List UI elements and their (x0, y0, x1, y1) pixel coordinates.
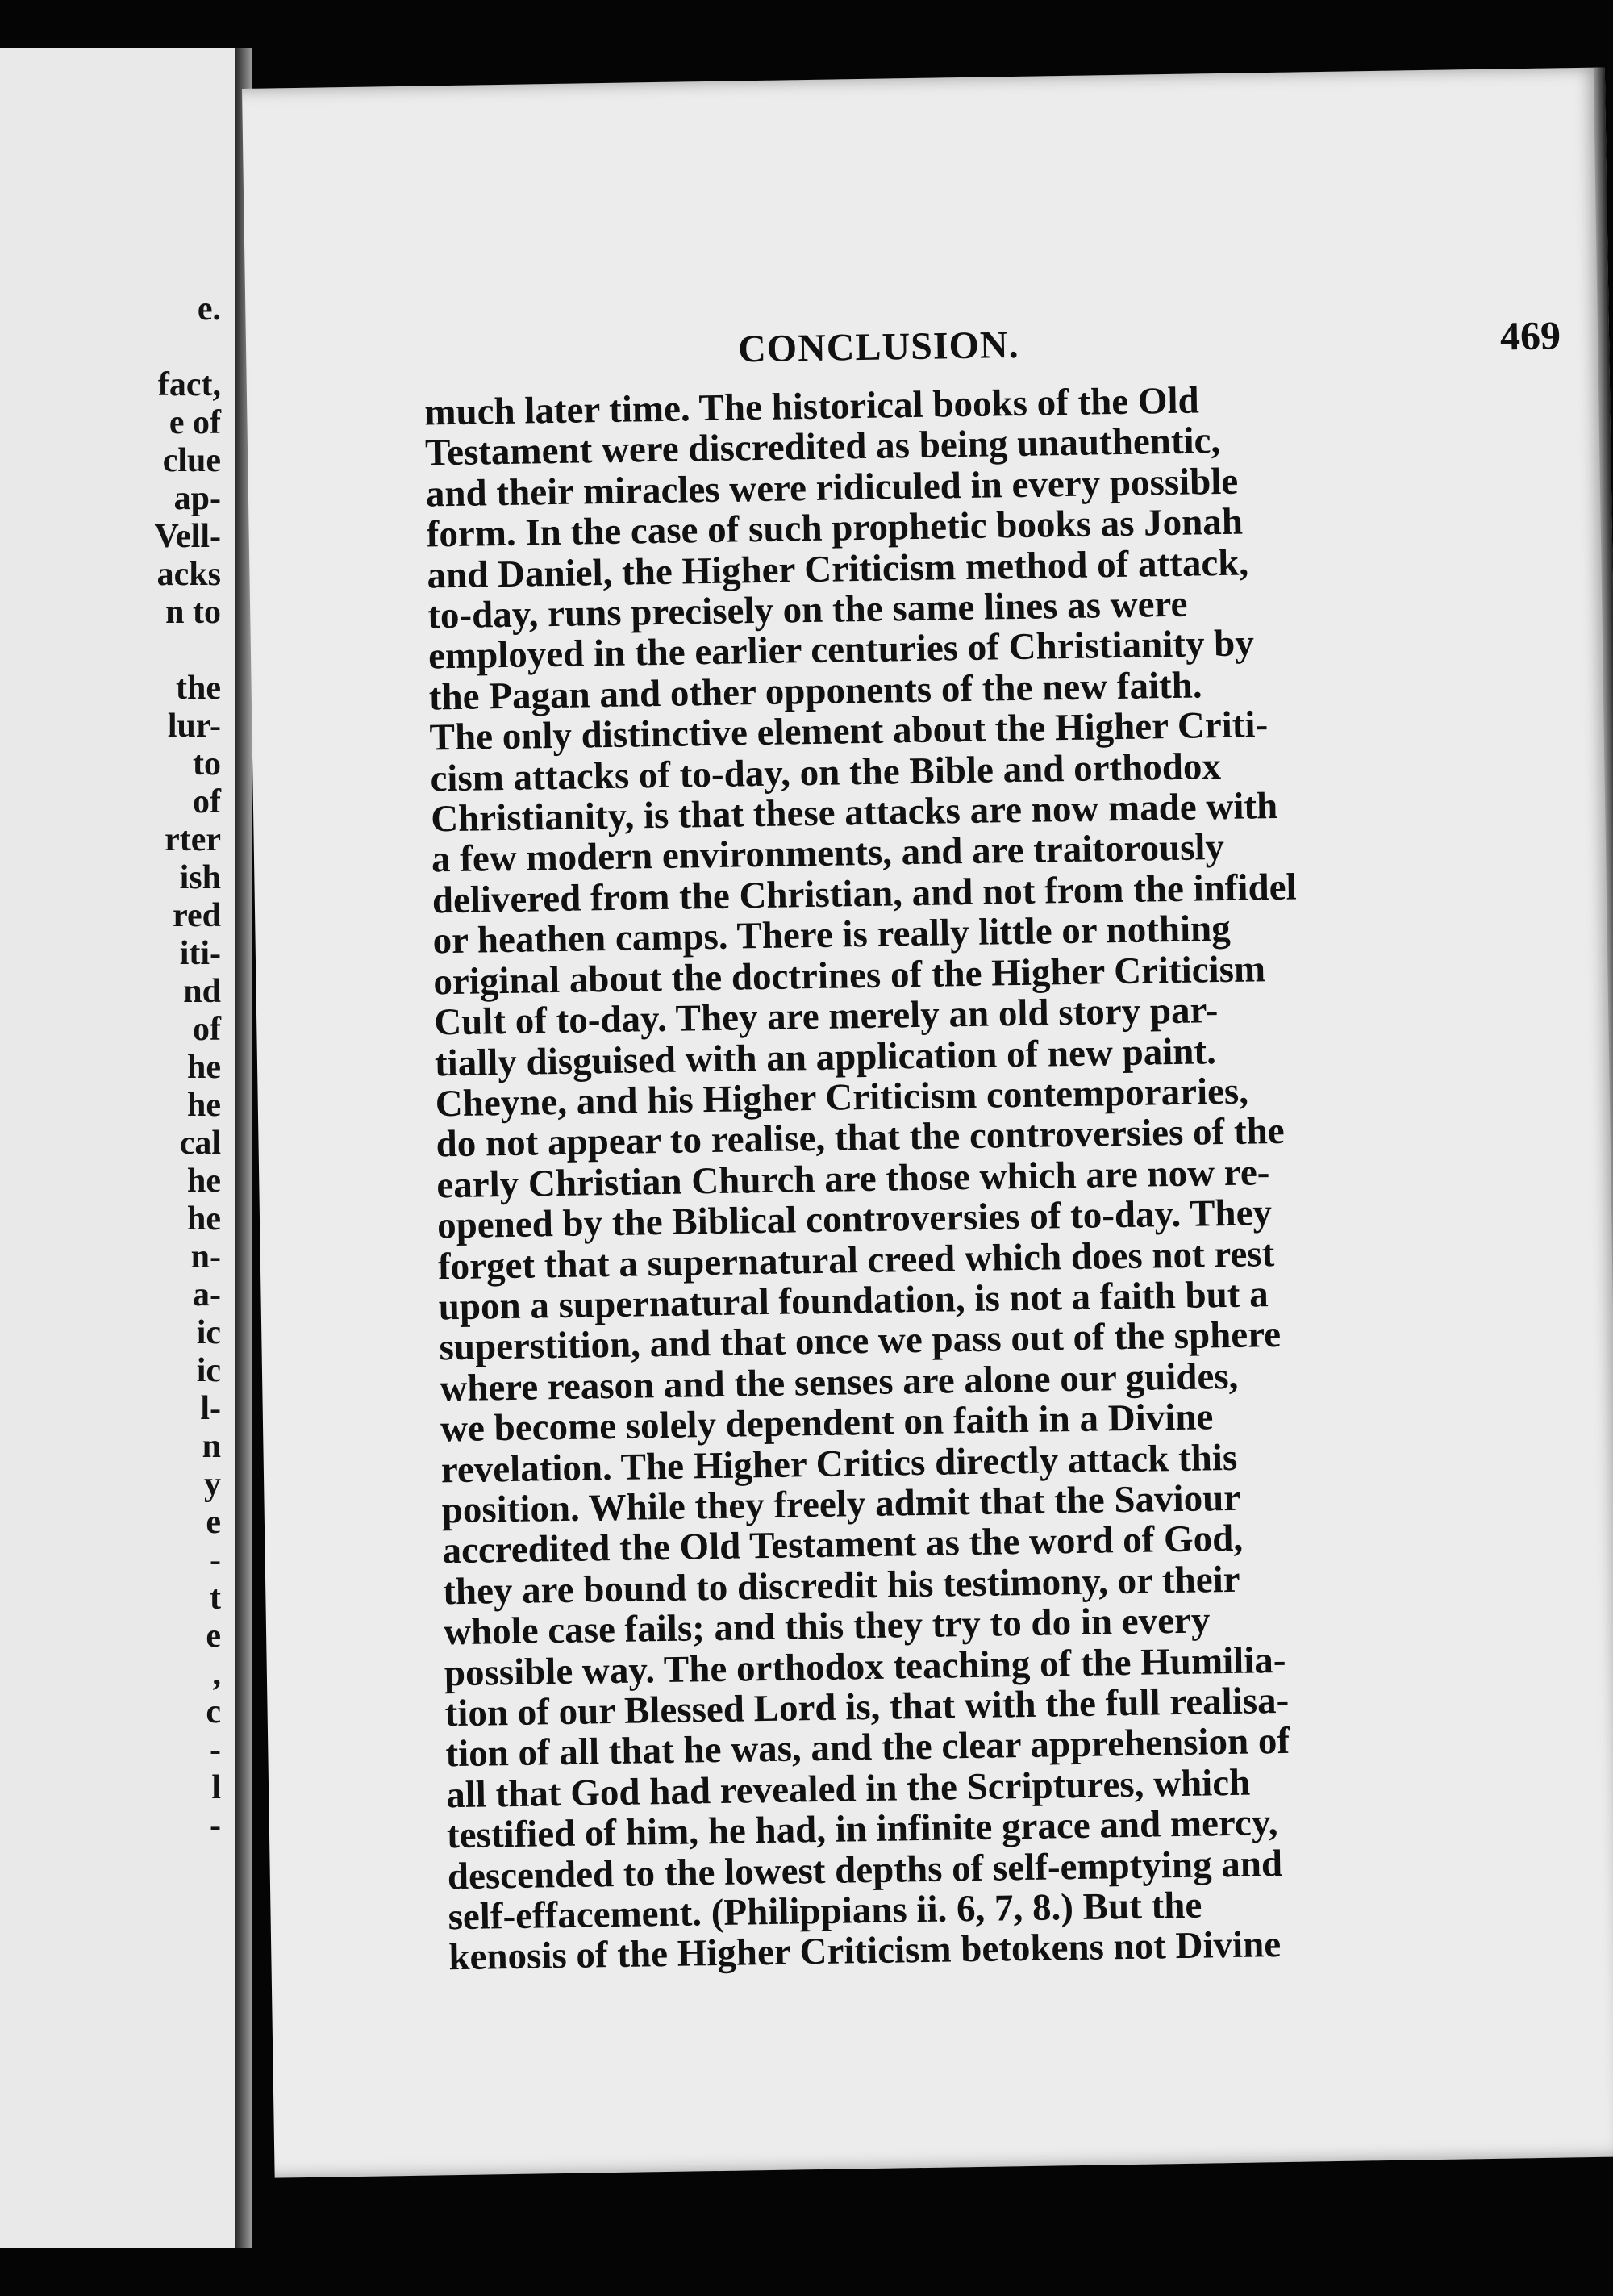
text-line: the Pagan and other opponents of the new faith. (428, 664, 1202, 719)
text-line: much later time. The historical books of the Old (423, 379, 1200, 434)
text-line: do not appear to realise, that the controversies of the (436, 1110, 1286, 1166)
text-line: cism attacks of to-day, on the Bible and orthodox (430, 745, 1222, 800)
left-page-text-fragments (155, 290, 221, 1845)
text-line: Testament were discredited as being unauthentic, (424, 420, 1221, 474)
left-page-fragment: fact, (157, 366, 221, 403)
text-line: forget that a supernatural creed which does not rest (437, 1232, 1275, 1288)
left-page-fragment: ish (179, 859, 221, 896)
text-line: tion of our Blessed Lord is, that with the full realisa- (444, 1679, 1290, 1735)
left-page-fragment: ic (196, 1352, 221, 1389)
text-line: tion of all that he was, and the clear apprehension of (445, 1720, 1290, 1776)
left-page-fragment (155, 632, 221, 670)
left-page-fragment: l- (200, 1390, 221, 1427)
left-page-fragment: a- (193, 1276, 221, 1313)
left-page-fragment: e (206, 1618, 221, 1655)
text-line: Cheyne, and his Higher Criticism contemporaries, (435, 1070, 1249, 1125)
page-edge (1594, 67, 1613, 2156)
left-page-fragment: ic (196, 1314, 221, 1351)
text-line: all that God had revealed in the Scriptures, which (445, 1761, 1251, 1817)
text-line: form. In the case of such prophetic books as Jonah (426, 500, 1244, 556)
text-line: employed in the earlier centuries of Christianity by (427, 622, 1255, 678)
left-page-fragment: , (212, 1655, 221, 1693)
left-page-fragment: e. (197, 290, 221, 328)
text-line: Christianity, is that these attacks are now made with (430, 785, 1278, 841)
text-line: position. While they freely admit that the Saviour (441, 1476, 1241, 1532)
page-number: 469 (1499, 312, 1561, 359)
text-line: and their miracles were ridiculed in every possible (425, 460, 1239, 516)
text-line: kenosis of the Higher Criticism betokens not Divine (448, 1923, 1282, 1979)
text-line: testified of him, he had, in infinite grace and mercy, (446, 1801, 1278, 1857)
left-page-fragment: clue (162, 442, 221, 479)
text-line: early Christian Church are those which are now re- (436, 1150, 1270, 1207)
left-page-fragment: y (204, 1466, 221, 1503)
text-line: or heathen camps. There is really little or nothing (432, 908, 1232, 962)
text-line: a few modern environments, and are traitorously (431, 826, 1225, 881)
text-line: possible way. The orthodox teaching of the Humilia- (444, 1639, 1286, 1694)
body-text (424, 375, 1570, 1978)
text-line: they are bound to discredit his testimony, or their (442, 1558, 1240, 1613)
text-line: to-day, runs precisely on the same lines as were (427, 582, 1188, 637)
text-line: Cult of to-day. They are merely an old story par- (433, 989, 1219, 1044)
left-page-fragment: iti- (179, 935, 221, 972)
left-page-fragment: - (210, 1731, 221, 1768)
left-page-fragment: of (193, 783, 221, 820)
left-page-fragment: red (173, 897, 221, 934)
text-line: self-effacement. (Philippians ii. 6, 7, 8.) But the (448, 1884, 1202, 1939)
text-line: superstition, and that once we pass out of the sphere (439, 1313, 1282, 1369)
text-line: descended to the lowest depths of self-emptying and (447, 1842, 1283, 1897)
left-page-fragment: the (176, 670, 221, 707)
text-line: upon a supernatural foundation, is not a faith but a (438, 1273, 1269, 1329)
text-line: delivered from the Christian, and not from the infidel (431, 866, 1297, 922)
text-line: original about the doctrines of the Higher Criticism (433, 947, 1266, 1004)
running-head: CONCLUSION. (737, 323, 1019, 371)
left-page-fragment: acks (156, 556, 221, 593)
text-line: accredited the Old Testament as the word of God, (442, 1517, 1244, 1572)
text-line: tially disguised with an application of new paint. (434, 1029, 1217, 1084)
left-page-fragment: e of (169, 404, 221, 441)
left-page-fragment: l (211, 1769, 221, 1806)
left-page-fragment: - (210, 1807, 221, 1844)
left-page-fragment: c (206, 1693, 221, 1730)
text-line: we become solely dependent on faith in a Divine (440, 1396, 1214, 1451)
left-page-fragment: he (187, 1087, 221, 1124)
text-line: whole case fails; and this they try to do in every (443, 1599, 1211, 1654)
left-page-fragment: n to (165, 594, 221, 631)
left-page-fragment: he (187, 1163, 221, 1200)
left-page-fragment: he (187, 1200, 221, 1238)
left-page-fragment: to (193, 745, 221, 783)
left-page (0, 48, 242, 2248)
text-line: opened by the Biblical controversies of to-day. They (436, 1192, 1273, 1247)
text-line: and Daniel, the Higher Criticism method of attack, (427, 541, 1249, 597)
left-page-fragment: rter (165, 821, 221, 858)
left-page-fragment: nd (183, 973, 221, 1010)
left-page-fragment (155, 328, 221, 366)
left-page-fragment: cal (179, 1125, 221, 1162)
page-header (737, 312, 1561, 372)
left-page-fragment: t (210, 1580, 221, 1617)
left-page-fragment: n (202, 1428, 221, 1465)
left-page-fragment: n- (190, 1238, 221, 1275)
text-line: revelation. The Higher Critics directly attack this (440, 1436, 1238, 1491)
right-page (242, 67, 1613, 2177)
left-page-fragment: he (187, 1049, 221, 1086)
left-page-fragment: ap- (173, 480, 221, 517)
text-line: The only distinctive element about the Higher Criti- (429, 703, 1269, 759)
left-page-fragment: e (206, 1504, 221, 1541)
left-page-fragment: of (193, 1011, 221, 1048)
left-page-fragment: - (210, 1542, 221, 1579)
left-page-fragment: lur- (167, 708, 221, 745)
left-page-fragment: Vell- (154, 518, 221, 555)
text-line: where reason and the senses are alone our guides, (439, 1355, 1239, 1410)
